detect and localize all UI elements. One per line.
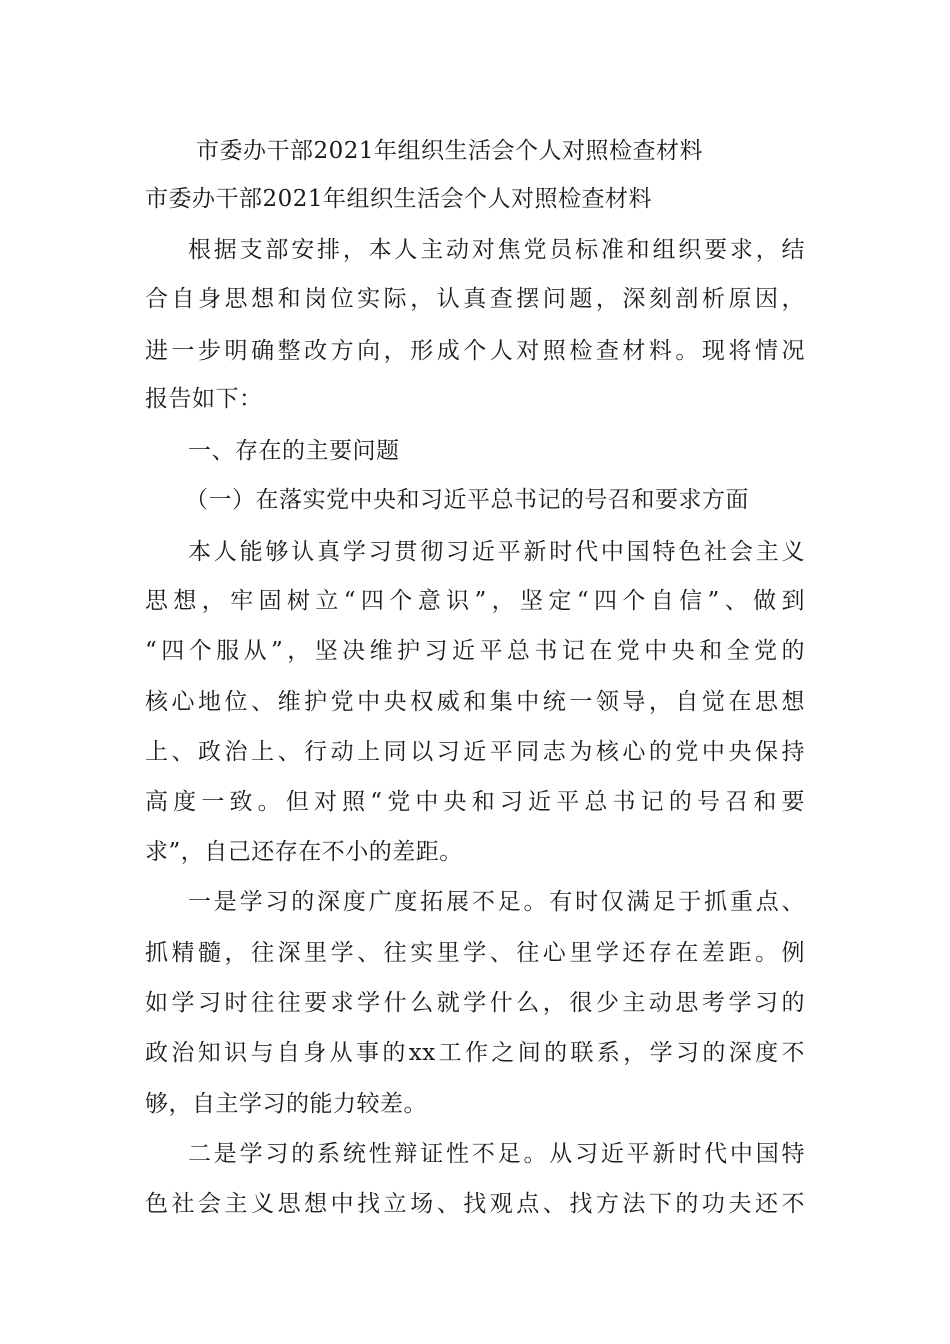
paragraph-2-line-3: 如学习时往往要求学什么就学什么，很少主动思考学习的	[145, 990, 805, 1016]
paragraph-2-line-2: 抓精髓，往深里学、往实里学、往心里学还存在差距。例	[145, 940, 805, 966]
paragraph-3-line-1: 二是学习的系统性辩证性不足。从习近平新时代中国特	[188, 1141, 805, 1167]
paragraph-3-line-2: 色社会主义思想中找立场、找观点、找方法下的功夫还不	[145, 1191, 805, 1217]
paragraph-1-line-6: 高度一致。但对照“党中央和习近平总书记的号召和要	[145, 789, 805, 815]
paragraph-1-line-1: 本人能够认真学习贯彻习近平新时代中国特色社会主义	[188, 539, 805, 565]
subsection-heading: （一）在落实党中央和习近平总书记的号召和要求方面	[185, 487, 749, 513]
paragraph-1-line-4: 核心地位、维护党中央权威和集中统一领导，自觉在思想	[145, 689, 805, 715]
document-title: 市委办干部2021年组织生活会个人对照检查材料	[145, 186, 653, 212]
intro-line-3: 进一步明确整改方向，形成个人对照检查材料。现将情况	[145, 338, 805, 364]
paragraph-2-line-4: 政治知识与自身从事的xx工作之间的联系，学习的深度不	[145, 1040, 805, 1066]
paragraph-1-line-5: 上、政治上、行动上同以习近平同志为核心的党中央保持	[145, 739, 805, 765]
document-title-centered: 市委办干部2021年组织生活会个人对照检查材料	[196, 138, 704, 164]
paragraph-1-line-3: “四个服从”，坚决维护习近平总书记在党中央和全党的	[145, 638, 805, 664]
paragraph-2-line-5: 够，自主学习的能力较差。	[145, 1091, 427, 1117]
intro-line-4: 报告如下：	[145, 386, 263, 412]
intro-line-2: 合自身思想和岗位实际，认真查摆问题，深刻剖析原因，	[145, 286, 805, 312]
paragraph-2-line-1: 一是学习的深度广度拓展不足。有时仅满足于抓重点、	[188, 889, 805, 915]
paragraph-1-line-7: 求”，自己还存在不小的差距。	[145, 839, 463, 865]
section-heading: 一、存在的主要问题	[188, 438, 400, 464]
intro-line-1: 根据支部安排，本人主动对焦党员标准和组织要求，结	[188, 237, 805, 263]
paragraph-1-line-2: 思想，牢固树立“四个意识”，坚定“四个自信”、做到	[145, 588, 805, 614]
